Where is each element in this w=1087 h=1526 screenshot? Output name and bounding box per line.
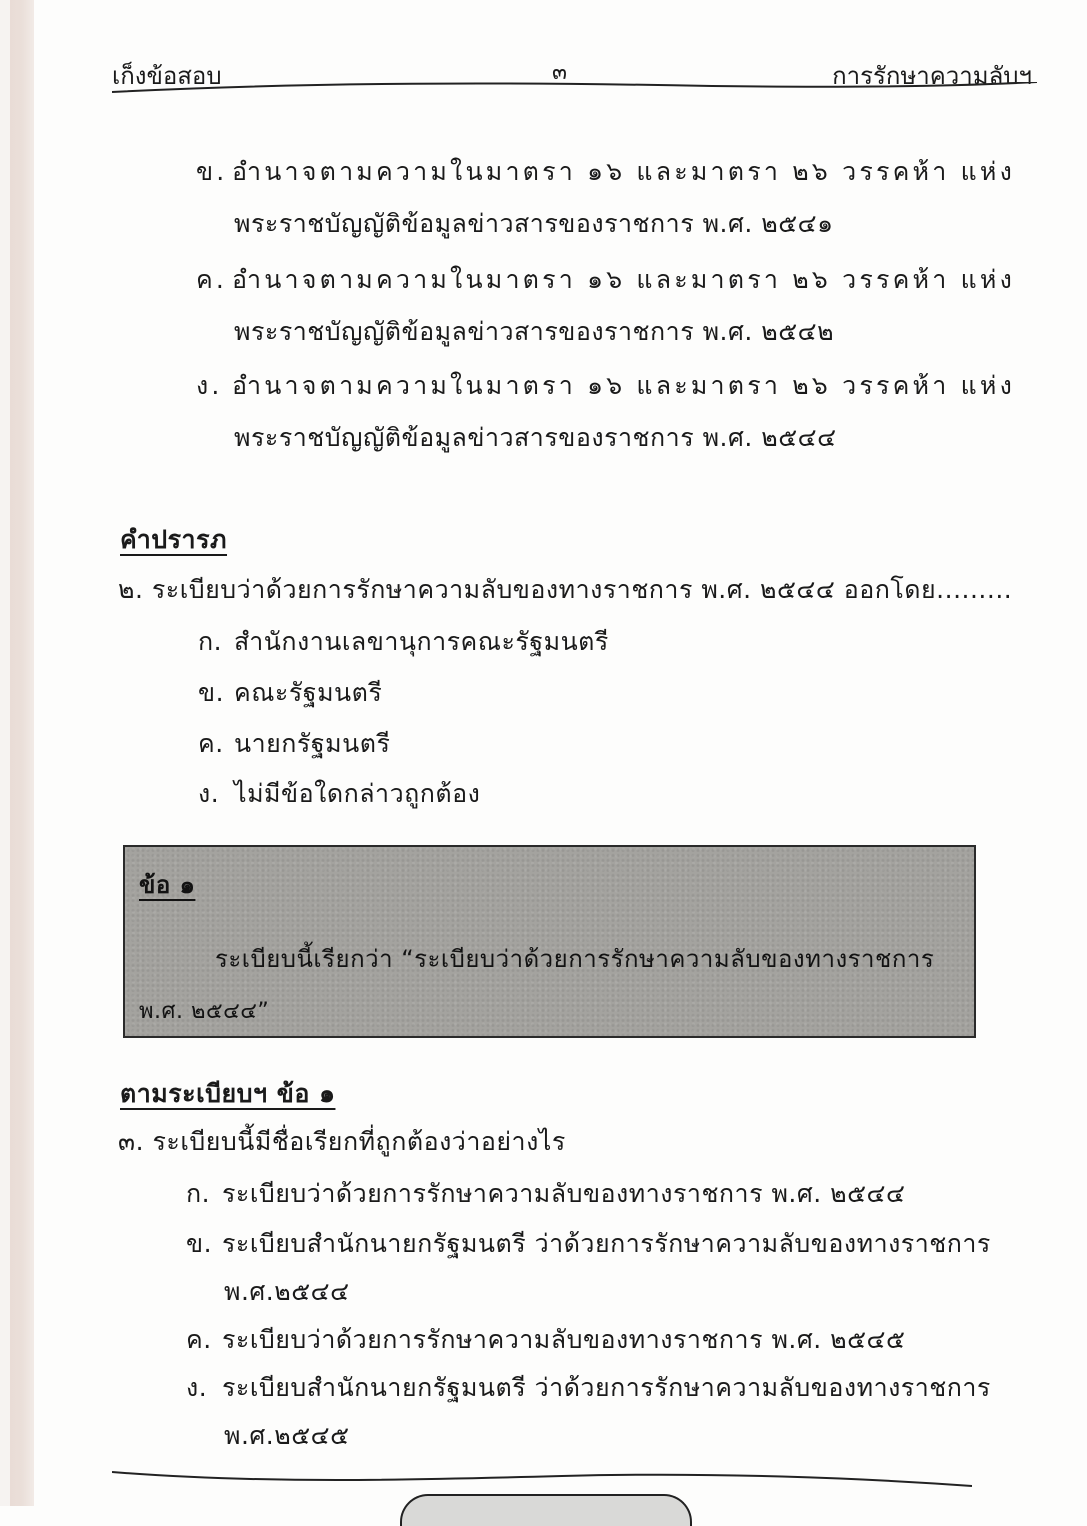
option-text: นายกรัฐมนตรี — [234, 729, 391, 758]
option-text: อำนาจตามความในมาตรา ๑๖ และมาตรา ๒๖ วรรคห้า แห่ง — [232, 157, 1016, 186]
option-label: ก. — [186, 1179, 211, 1208]
q3-option-b-line1 — [186, 1224, 991, 1264]
question-2: ๒. ระเบียบว่าด้วยการรักษาความลับของทางราชการ พ.ศ. ๒๕๔๔ ออกโดย......... — [118, 575, 1013, 604]
q1-option-b-line1 — [196, 152, 1015, 192]
page-number: ๓ — [552, 60, 568, 85]
q3-option-a — [186, 1174, 905, 1214]
q3-option-d-line2: พ.ศ.๒๕๔๕ — [224, 1421, 350, 1450]
option-label: ง. — [198, 779, 220, 808]
option-label: ง. — [196, 371, 223, 400]
option-label: ข. — [198, 678, 225, 707]
excerpt-line-1: ระเบียบนี้เรียกว่า “ระเบียบว่าด้วยการรักษาความลับของทางราชการ — [215, 945, 935, 973]
option-text: สำนักงานเลขานุการคณะรัฐมนตรี — [234, 627, 609, 656]
option-text: ระเบียบสำนักนายกรัฐมนตรี ว่าด้วยการรักษาความลับของทางราชการ — [222, 1373, 991, 1402]
option-text: ระเบียบสำนักนายกรัฐมนตรี ว่าด้วยการรักษาความลับของทางราชการ — [222, 1229, 991, 1258]
excerpt-heading: ข้อ ๑ — [139, 871, 196, 899]
q3-option-c — [186, 1320, 905, 1360]
header-left-title: เก็งข้อสอบ — [112, 62, 222, 90]
q1-option-c-line1 — [196, 260, 1015, 300]
option-label: ข. — [196, 157, 228, 186]
option-text: คณะรัฐมนตรี — [234, 678, 383, 707]
footer-divider — [112, 1470, 972, 1492]
q1-option-d-line1 — [196, 366, 1015, 406]
q3-option-b-line2: พ.ศ.๒๕๔๔ — [224, 1277, 350, 1306]
section-heading-article1: ตามระเบียบฯ ข้อ ๑ — [120, 1079, 336, 1108]
section-heading-preamble: คำปรารภ — [120, 525, 228, 554]
option-label: ค. — [198, 729, 224, 758]
option-text: อำนาจตามความในมาตรา ๑๖ และมาตรา ๒๖ วรรคห้า แห่ง — [232, 371, 1016, 400]
header-divider — [112, 82, 1037, 96]
option-label: ก. — [198, 627, 223, 656]
q1-option-d-line2: พระราชบัญญัติข้อมูลข่าวสารของราชการ พ.ศ. ๒๕๔๔ — [234, 423, 837, 452]
book-spine-strip — [10, 0, 34, 1506]
option-label: ง. — [186, 1373, 208, 1402]
q2-option-b — [198, 673, 382, 713]
footer-tab-shape — [400, 1494, 692, 1526]
regulation-excerpt-box — [123, 845, 976, 1038]
q3-option-d-line1 — [186, 1368, 991, 1408]
q2-option-d — [198, 774, 480, 814]
q2-option-a — [198, 622, 609, 662]
option-text: ระเบียบว่าด้วยการรักษาความลับของทางราชการ พ.ศ. ๒๕๔๔ — [222, 1179, 906, 1208]
option-label: ค. — [186, 1325, 212, 1354]
q2-option-c — [198, 724, 390, 764]
q1-option-b-line2: พระราชบัญญัติข้อมูลข่าวสารของราชการ พ.ศ. ๒๕๔๑ — [234, 209, 834, 238]
excerpt-line-2: พ.ศ. ๒๕๔๔” — [139, 999, 270, 1024]
option-text: ไม่มีข้อใดกล่าวถูกต้อง — [234, 779, 481, 808]
q1-option-c-line2: พระราชบัญญัติข้อมูลข่าวสารของราชการ พ.ศ. ๒๕๔๒ — [234, 317, 835, 346]
option-label: ข. — [186, 1229, 213, 1258]
option-text: ระเบียบว่าด้วยการรักษาความลับของทางราชการ พ.ศ. ๒๕๔๕ — [222, 1325, 906, 1354]
option-label: ค. — [196, 265, 228, 294]
page-edge-shadow — [0, 0, 10, 1506]
question-3: ๓. ระเบียบนี้มีชื่อเรียกที่ถูกต้องว่าอย่างไร — [118, 1127, 566, 1156]
option-text: อำนาจตามความในมาตรา ๑๖ และมาตรา ๒๖ วรรคห้า แห่ง — [232, 265, 1016, 294]
header-right-title: การรักษาความลับฯ — [832, 62, 1032, 90]
